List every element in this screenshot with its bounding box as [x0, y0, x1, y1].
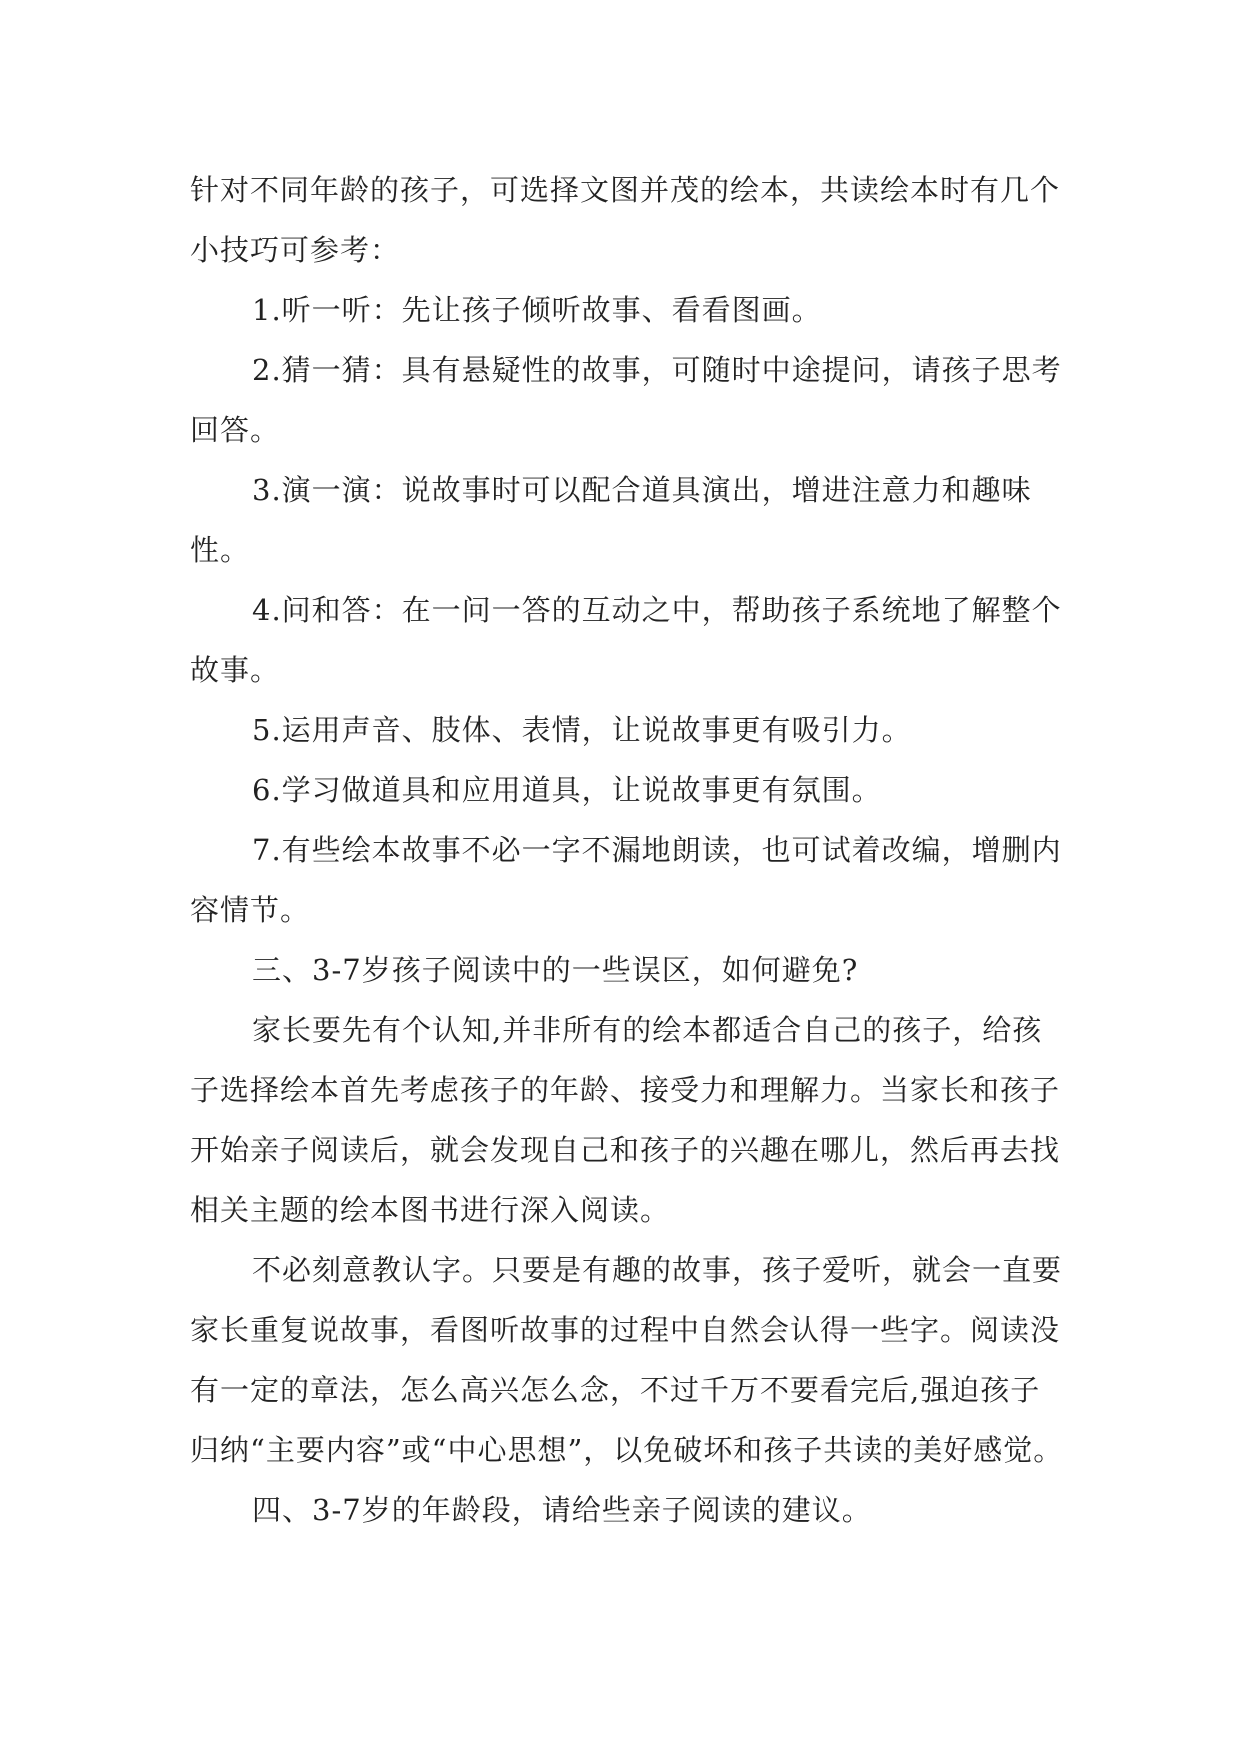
- tip-ask-answer: 4.问和答：在一问一答的互动之中，帮助孩子系统地了解整个故事。: [190, 593, 1062, 687]
- tip-guess: 2.猜一猜：具有悬疑性的故事，可随时中途提问，请孩子思考回答。: [190, 353, 1062, 447]
- tip-adapt: 7.有些绘本故事不必一字不漏地朗读，也可试着改编，增删内容情节。: [190, 833, 1062, 927]
- paragraph-choose-books: 家长要先有个认知,并非所有的绘本都适合自己的孩子，给孩子选择绘本首先考虑孩子的年龄、接受力和理解力。当家长和孩子开始亲子阅读后，就会发现自己和孩子的兴趣在哪儿，然后再去找相关主题的绘本图书进行深入阅读。: [190, 1013, 1061, 1227]
- body-text: [190, 160, 1070, 1540]
- tip-voice: 5.运用声音、肢体、表情，让说故事更有吸引力。: [252, 713, 912, 747]
- paragraph-intro: 针对不同年龄的孩子，可选择文图并茂的绘本，共读绘本时有几个小技巧可参考：: [190, 173, 1061, 267]
- section-heading-4: 四、3-7岁的年龄段，请给些亲子阅读的建议。: [252, 1493, 872, 1527]
- tip-listen: 1.听一听：先让孩子倾听故事、看看图画。: [252, 293, 822, 327]
- tip-act: 3.演一演：说故事时可以配合道具演出，增进注意力和趣味性。: [190, 473, 1032, 567]
- paragraph-no-forced-reading: 不必刻意教认字。只要是有趣的故事，孩子爱听，就会一直要家长重复说故事，看图听故事的过程中自然会认得一些字。阅读没有一定的章法，怎么高兴怎么念，不过千万不要看完后,强迫孩子归纳“主要内容”或“中心思想”，以免破坏和孩子共读的美好感觉。: [190, 1253, 1064, 1467]
- tip-props: 6.学习做道具和应用道具，让说故事更有氛围。: [252, 773, 882, 807]
- section-heading-3: 三、3-7岁孩子阅读中的一些误区，如何避免?: [252, 953, 859, 987]
